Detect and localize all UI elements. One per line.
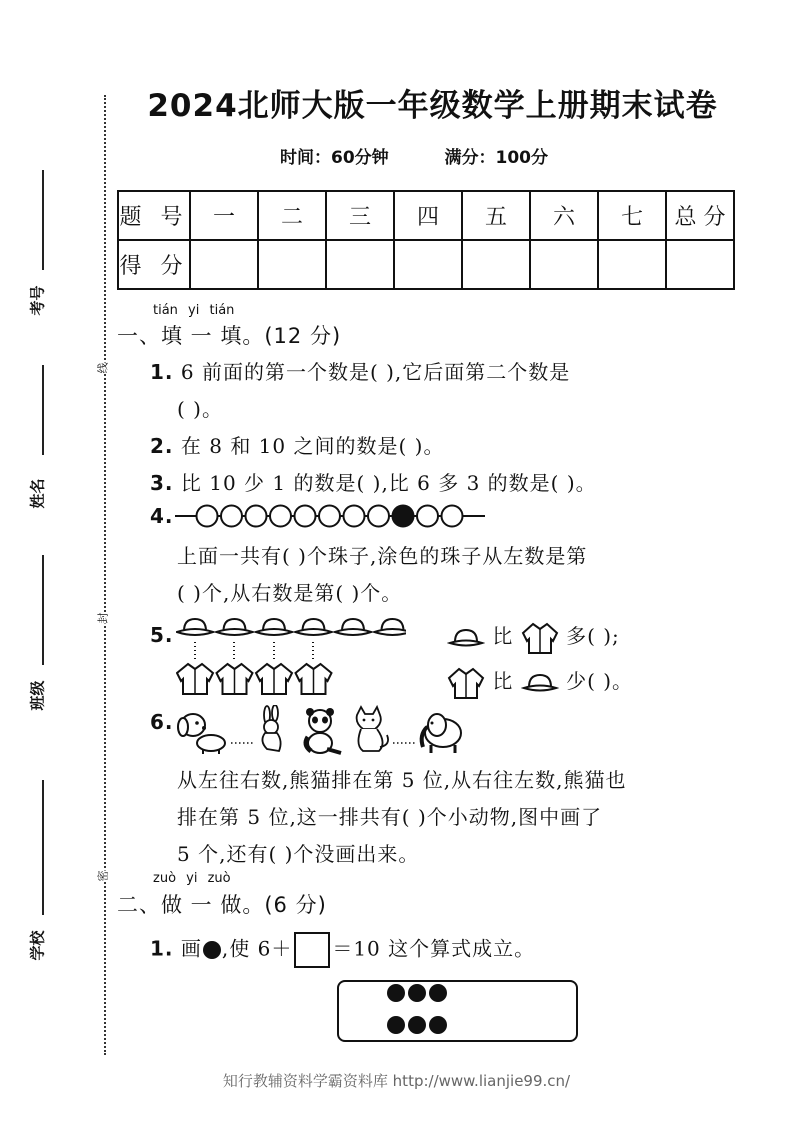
s2-q1-line (150, 932, 535, 968)
q6-number: 6. (150, 710, 174, 734)
page-title: 2024北师大版一年级数学上册期末试卷 (147, 88, 718, 124)
hat-icon (335, 619, 371, 635)
score-table-score-row (118, 240, 734, 289)
q1-text: 6 前面的第一个数是( ),它后面第二个数是 (180, 360, 571, 384)
q1-line (150, 356, 570, 385)
bead (221, 506, 242, 527)
q2-number: 2. (150, 434, 174, 458)
bead (344, 506, 365, 527)
exam-time: 时间：60分钟 (280, 148, 389, 168)
q3-line (150, 467, 597, 496)
score-input-cell[interactable] (190, 240, 258, 289)
filled-circle-icon (202, 940, 222, 960)
binding-line-2 (42, 365, 44, 455)
rabbit-icon (262, 705, 280, 751)
q6-text3: 5 个,还有( )个没画出来。 (177, 842, 420, 866)
filled-dot (387, 984, 405, 1002)
bead (270, 506, 291, 527)
dots-group (339, 982, 576, 1040)
section1-heading: 一、填 一 填。(12 分) (117, 324, 342, 348)
filled-dot (429, 1016, 447, 1034)
footer-watermark: 知行教辅资料学霸资料库 http://www.lianjie99.cn/ (222, 1072, 571, 1090)
elephant-icon (422, 714, 461, 753)
exam-full-score: 满分：100分 (444, 148, 549, 168)
binding-line-4 (42, 780, 44, 915)
filled-dot (387, 1016, 405, 1034)
bead (368, 506, 389, 527)
q4-text2: ( )个,从右数是第( )个。 (177, 581, 403, 605)
score-header-cell: 二 (258, 191, 326, 240)
q2-line (150, 430, 444, 459)
section1-pinyin: tián yi tián (153, 303, 235, 318)
bead (319, 506, 340, 527)
hat-icon (447, 626, 485, 650)
score-header-cell: 六 (530, 191, 598, 240)
dotted-connectors (176, 642, 336, 662)
exam-info (280, 143, 548, 168)
bead (417, 506, 438, 527)
score-header-cell: 一 (190, 191, 258, 240)
q5-compare2-mid: 比 (492, 669, 514, 693)
score-input-cell[interactable] (394, 240, 462, 289)
q3-number: 3. (150, 471, 174, 495)
animals-row (175, 705, 465, 755)
side-label-school: 学校 (28, 930, 47, 961)
bead (246, 506, 267, 527)
hats-row (176, 612, 406, 642)
q2-text: 在 8 和 10 之间的数是( )。 (180, 434, 445, 458)
score-row-label: 得 分 (118, 240, 190, 289)
clothes-row (176, 660, 336, 696)
bead (197, 506, 218, 527)
hat-icon (256, 619, 292, 635)
q5-compare1 (447, 620, 620, 655)
bead (442, 506, 463, 527)
q4-line (150, 504, 174, 528)
q1-line2: ( )。 (177, 397, 223, 421)
cut-line (104, 95, 106, 1055)
q6-text2: 排在第 5 位,这一排共有( )个小动物,图中画了 (177, 805, 603, 829)
jacket-icon (256, 664, 292, 694)
jacket-icon (447, 666, 485, 700)
q3-text: 比 10 少 1 的数是( ),比 6 多 3 的数是( )。 (180, 471, 597, 495)
q5-compare2-end: 少( )。 (566, 669, 634, 693)
dots-box (337, 980, 578, 1042)
cat-icon (357, 707, 388, 751)
q5-number: 5. (150, 623, 174, 647)
jacket-icon (296, 664, 332, 694)
side-label-exam-number: 考号 (28, 285, 47, 316)
s2-q1-mid: ,使 6＋ (221, 936, 293, 961)
section2-pinyin: zuò yi zuò (153, 871, 231, 886)
s2-q1-pre: 画 (180, 936, 202, 961)
q6-line (150, 710, 174, 734)
binding-line-1 (42, 170, 44, 270)
score-table (117, 190, 735, 290)
q5-compare1-end: 多( ); (566, 624, 620, 648)
score-table-header-row (118, 191, 734, 240)
section2-heading: 二、做 一 做。(6 分) (117, 893, 327, 917)
q4-number: 4. (150, 504, 174, 528)
q5-compare2 (447, 665, 633, 700)
score-header-cell: 七 (598, 191, 666, 240)
score-header-cell: 四 (394, 191, 462, 240)
score-input-cell[interactable] (530, 240, 598, 289)
q6-text: 从左往右数,熊猫排在第 5 位,从右往左数,熊猫也 (177, 768, 627, 792)
side-label-name: 姓名 (28, 478, 47, 509)
score-input-cell[interactable] (326, 240, 394, 289)
score-input-cell[interactable] (598, 240, 666, 289)
jacket-icon (217, 664, 253, 694)
score-header-cell: 五 (462, 191, 530, 240)
filled-dot (408, 984, 426, 1002)
hat-icon (521, 671, 559, 695)
hat-icon (217, 619, 253, 635)
q1-number: 1. (150, 360, 174, 384)
panda-icon (306, 708, 341, 753)
filled-dot (429, 984, 447, 1002)
bead-string (175, 503, 487, 529)
bead-filled (393, 506, 414, 527)
s2-q1-number: 1. (150, 936, 174, 961)
jacket-icon (521, 621, 559, 655)
score-input-cell[interactable] (462, 240, 530, 289)
score-header-cell: 三 (326, 191, 394, 240)
score-input-cell[interactable] (666, 240, 734, 289)
score-header-cell: 题 号 (118, 191, 190, 240)
q5-line (150, 623, 174, 647)
filled-dot (408, 1016, 426, 1034)
answer-box[interactable] (294, 932, 330, 968)
side-label-class: 班级 (28, 680, 47, 711)
hat-icon (177, 619, 213, 635)
q4-text: 上面一共有( )个珠子,涂色的珠子从左数是第 (177, 544, 588, 568)
hat-icon (375, 619, 407, 635)
cut-mark-seal: 封 (96, 612, 110, 624)
s2-q1-post: ＝10 这个算式成立。 (332, 936, 536, 961)
bead (295, 506, 316, 527)
score-header-cell: 总 分 (666, 191, 734, 240)
jacket-icon (177, 664, 213, 694)
binding-line-3 (42, 555, 44, 665)
cut-mark-line: 线 (96, 362, 110, 374)
hat-icon (296, 619, 332, 635)
q5-compare1-mid: 比 (492, 624, 514, 648)
cut-mark-secret: 密 (96, 870, 110, 882)
dog-icon (178, 714, 225, 754)
score-input-cell[interactable] (258, 240, 326, 289)
